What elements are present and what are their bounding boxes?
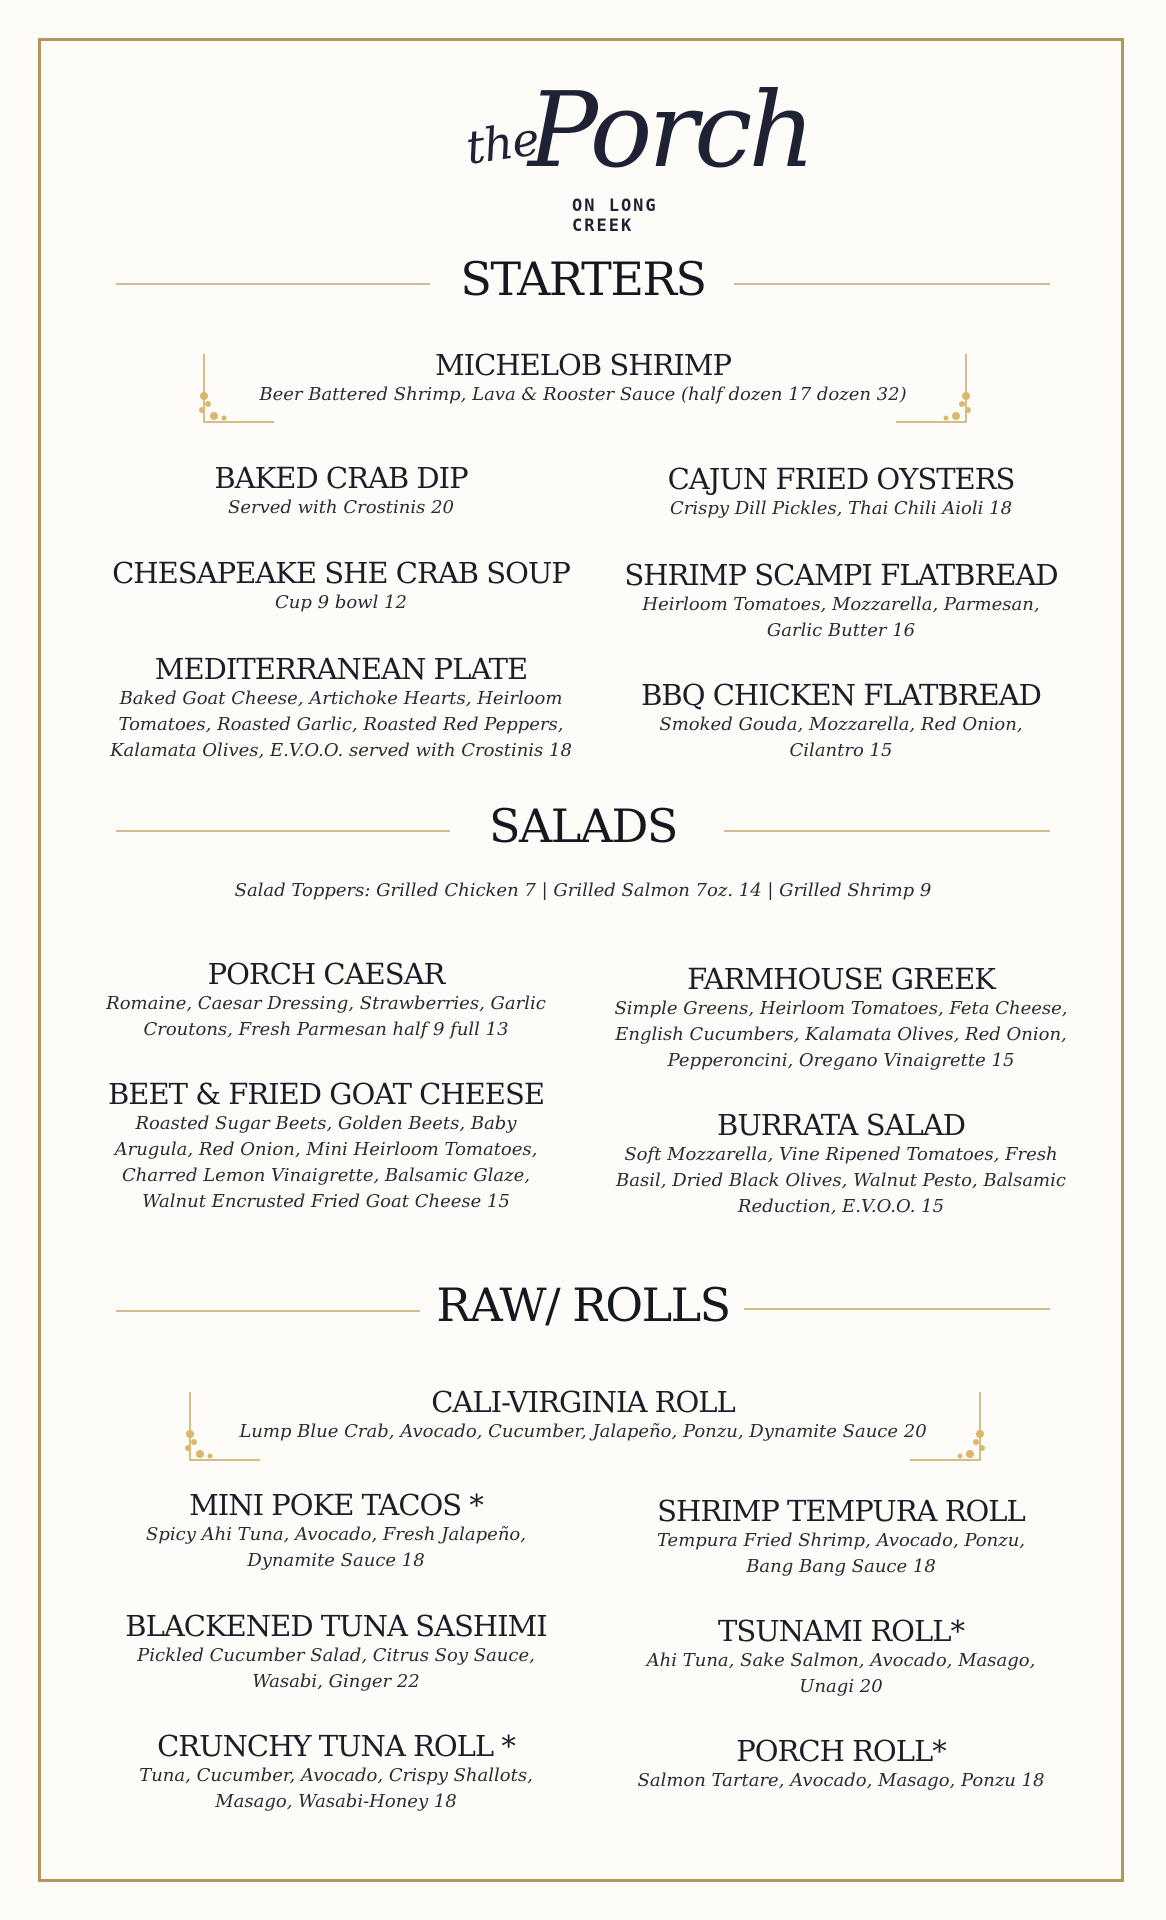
menu-item-cali-virginia-roll xyxy=(190,1385,976,1445)
item-desc: Charred Lemon Vinaigrette, Balsamic Glaze, xyxy=(122,1165,530,1186)
item-desc: Basil, Dried Black Olives, Walnut Pesto, Balsamic xyxy=(616,1170,1066,1191)
item-name: PORCH ROLL* xyxy=(736,1734,946,1768)
item-desc: Tempura Fried Shrimp, Avocado, Ponzu, xyxy=(656,1530,1026,1551)
menu-item-beet-fried-goat-cheese xyxy=(66,1077,586,1215)
item-desc: Roasted Sugar Beets, Golden Beets, Baby xyxy=(135,1113,517,1134)
menu-item-shrimp-scampi-flatbread xyxy=(596,558,1086,644)
item-name: MINI POKE TACOS * xyxy=(189,1488,483,1522)
menu-item-crunchy-tuna-roll xyxy=(86,1729,586,1815)
starters-rule-right xyxy=(734,283,1050,285)
item-desc: Garlic Butter 16 xyxy=(766,620,916,641)
salad-toppers: Salad Toppers: Grilled Chicken 7 | Grilled Salmon 7oz. 14 | Grilled Shrimp 9 xyxy=(234,880,932,901)
raw-rolls-title: RAW/ ROLLS xyxy=(436,1278,730,1332)
item-name: PORCH CAESAR xyxy=(207,957,445,991)
item-name: CHESAPEAKE SHE CRAB SOUP xyxy=(112,556,570,590)
item-desc: Crispy Dill Pickles, Thai Chili Aioli 18 xyxy=(669,498,1013,519)
item-desc: Pepperoncini, Oregano Vinaigrette 15 xyxy=(667,1050,1015,1071)
restaurant-logo xyxy=(460,69,812,236)
item-name: TSUNAMI ROLL* xyxy=(718,1614,964,1648)
item-desc: Ahi Tuna, Sake Salmon, Avocado, Masago, xyxy=(646,1650,1036,1671)
menu-item-mini-poke-tacos xyxy=(86,1488,586,1574)
item-desc: Pickled Cucumber Salad, Citrus Soy Sauce, xyxy=(137,1645,535,1666)
logo-the: the xyxy=(462,111,542,175)
item-desc: Tuna, Cucumber, Avocado, Crispy Shallots, xyxy=(139,1765,533,1786)
menu-item-shrimp-tempura-roll xyxy=(596,1494,1086,1580)
item-desc: Walnut Encrusted Fried Goat Cheese 15 xyxy=(142,1191,510,1212)
item-desc: Reduction, E.V.O.O. 15 xyxy=(737,1196,945,1217)
raw-rule-right xyxy=(744,1308,1050,1310)
item-desc: English Cucumbers, Kalamata Olives, Red Onion, xyxy=(615,1024,1067,1045)
item-desc: Salmon Tartare, Avocado, Masago, Ponzu 18 xyxy=(637,1770,1045,1791)
menu-item-she-crab-soup xyxy=(96,556,586,616)
item-name: MICHELOB SHRIMP xyxy=(434,348,731,382)
item-desc: Soft Mozzarella, Vine Ripened Tomatoes, Fresh xyxy=(624,1144,1058,1165)
item-name: BBQ CHICKEN FLATBREAD xyxy=(641,678,1041,712)
item-name: CAJUN FRIED OYSTERS xyxy=(667,462,1015,496)
salads-rule-right xyxy=(724,830,1050,832)
starters-title: STARTERS xyxy=(460,252,706,306)
item-name: SHRIMP TEMPURA ROLL xyxy=(657,1494,1025,1528)
item-desc: Cilantro 15 xyxy=(789,740,893,761)
menu-item-farmhouse-greek xyxy=(586,962,1096,1074)
item-name: CALI-VIRGINIA ROLL xyxy=(431,1385,735,1419)
item-name: BLACKENED TUNA SASHIMI xyxy=(125,1609,547,1643)
menu-item-tsunami-roll xyxy=(596,1614,1086,1700)
item-desc: Wasabi, Ginger 22 xyxy=(252,1671,420,1692)
item-desc: Masago, Wasabi-Honey 18 xyxy=(215,1791,457,1812)
item-desc: Tomatoes, Roasted Garlic, Roasted Red Peppers, xyxy=(118,714,564,735)
item-desc: Heirloom Tomatoes, Mozzarella, Parmesan, xyxy=(642,594,1040,615)
item-desc: Beer Battered Shrimp, Lava & Rooster Sauce (half dozen 17 dozen 32) xyxy=(259,384,907,405)
item-desc: Simple Greens, Heirloom Tomatoes, Feta Cheese, xyxy=(614,998,1068,1019)
item-desc: Served with Crostinis 20 xyxy=(227,497,455,518)
item-name: BEET & FRIED GOAT CHEESE xyxy=(107,1077,544,1111)
item-desc: Dynamite Sauce 18 xyxy=(247,1550,425,1571)
item-desc: Romaine, Caesar Dressing, Strawberries, Garlic xyxy=(106,993,546,1014)
item-desc: Kalamata Olives, E.V.O.O. served with Crostinis 18 xyxy=(110,740,572,761)
item-desc: Unagi 20 xyxy=(799,1676,883,1697)
logo-porch: Porch xyxy=(528,69,812,191)
menu-item-bbq-chicken-flatbread xyxy=(596,678,1086,764)
item-name: FARMHOUSE GREEK xyxy=(687,962,995,996)
logo-subtitle: ON LONG CREEK xyxy=(572,196,658,236)
item-desc: Cup 9 bowl 12 xyxy=(275,592,407,613)
item-desc: Smoked Gouda, Mozzarella, Red Onion, xyxy=(659,714,1023,735)
item-desc: Arugula, Red Onion, Mini Heirloom Tomatoes, xyxy=(114,1139,538,1160)
menu-item-baked-crab-dip xyxy=(96,461,586,521)
menu-item-mediterranean-plate xyxy=(96,652,586,764)
item-desc: Lump Blue Crab, Avocado, Cucumber, Jalapeño, Ponzu, Dynamite Sauce 20 xyxy=(239,1421,927,1442)
salads-title: SALADS xyxy=(489,799,677,853)
item-desc: Baked Goat Cheese, Artichoke Hearts, Heirloom xyxy=(119,688,563,709)
menu-item-burrata-salad xyxy=(586,1108,1096,1220)
item-name: CRUNCHY TUNA ROLL * xyxy=(157,1729,515,1763)
item-name: BURRATA SALAD xyxy=(717,1108,965,1142)
item-desc: Bang Bang Sauce 18 xyxy=(746,1556,936,1577)
menu-item-blackened-tuna-sashimi xyxy=(86,1609,586,1695)
item-name: SHRIMP SCAMPI FLATBREAD xyxy=(624,558,1058,592)
menu-item-porch-roll xyxy=(596,1734,1086,1794)
item-desc: Croutons, Fresh Parmesan half 9 full 13 xyxy=(143,1019,509,1040)
item-desc: Spicy Ahi Tuna, Avocado, Fresh Jalapeño, xyxy=(146,1524,526,1545)
menu-item-michelob-shrimp xyxy=(200,348,966,408)
menu-item-porch-caesar xyxy=(66,957,586,1043)
item-name: MEDITERRANEAN PLATE xyxy=(154,652,528,686)
item-name: BAKED CRAB DIP xyxy=(214,461,468,495)
menu-item-cajun-fried-oysters xyxy=(596,462,1086,522)
